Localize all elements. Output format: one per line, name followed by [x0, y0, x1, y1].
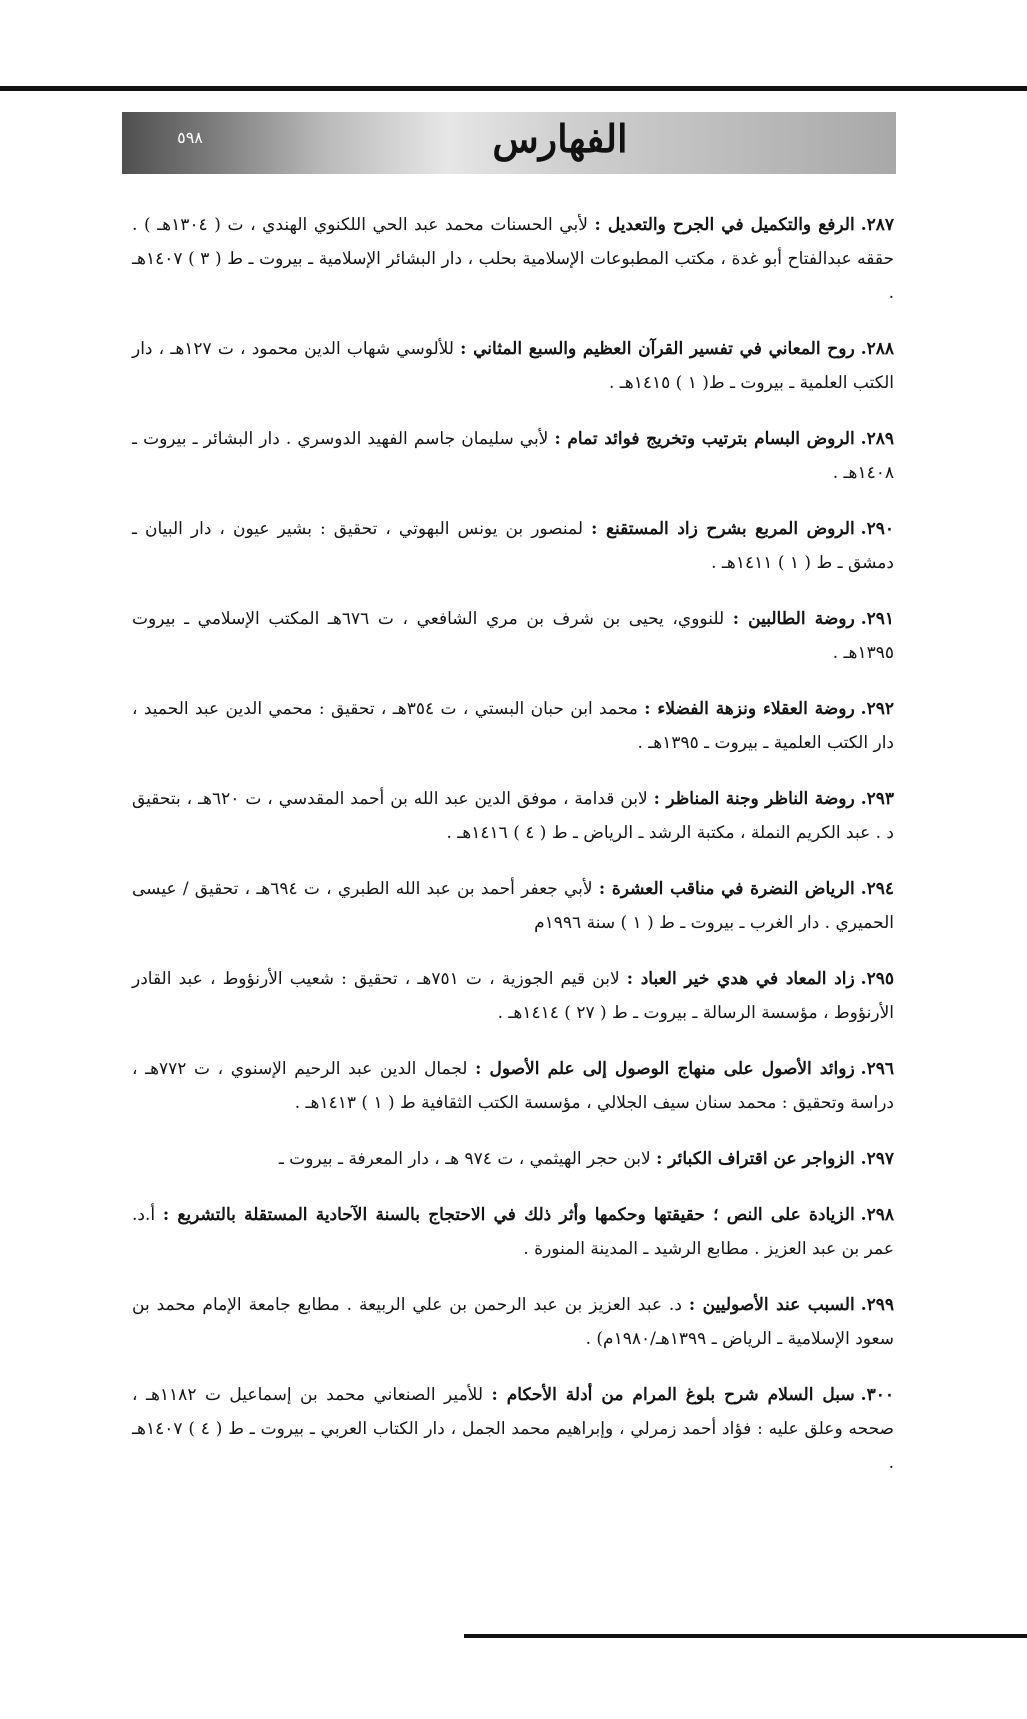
- entry-title: الروض البسام بترتيب وتخريج فوائد تمام :: [554, 429, 855, 449]
- entry-text: محمد ابن حبان البستي ، ت ٣٥٤هـ ، تحقيق : محمي الدين عبد الحميد ، دار الكتب العلمية ـ بيروت ـ ١٣٩٥هـ .: [132, 699, 894, 753]
- entry-title: الروض المربع بشرح زاد المستقنع :: [591, 519, 855, 539]
- entry-title: روح المعاني في تفسير القرآن العظيم والسبع المثاني :: [460, 339, 855, 359]
- entry-title: روضة العقلاء ونزهة الفضلاء :: [644, 699, 855, 719]
- entry-title: الرياض النضرة في مناقب العشرة :: [598, 879, 855, 899]
- entry-number: ٢٨٧.: [860, 215, 895, 235]
- bibliography-entry: [132, 872, 894, 940]
- entry-title: روضة الناظر وجنة المناظر :: [653, 789, 855, 809]
- entry-text: لابن حجر الهيثمي ، ت ٩٧٤ هـ ، دار المعرفة ـ بيروت ـ: [278, 1149, 651, 1169]
- entry-number: ٢٩٨.: [860, 1205, 894, 1225]
- entry-number: ٢٨٨.: [860, 339, 895, 359]
- entry-text: لأبي الحسنات محمد عبد الحي اللكنوي الهندي ، ت ( ١٣٠٤هـ ) . حققه عبدالفتاح أبو غدة ، مكتب المطبوعات الإسلامية بحلب ، دار البشائر الإسلامية ـ بيروت ـ ط ( ٣ ) ١٤٠٧هـ .: [132, 215, 894, 303]
- entry-number: ٢٩٣.: [860, 789, 895, 809]
- entry-number: ٢٨٩.: [860, 429, 894, 449]
- entry-number: ٢٩٩.: [860, 1295, 895, 1315]
- bibliography-entry: [132, 512, 894, 580]
- bibliography-entry: [132, 1052, 894, 1120]
- entry-title: الرفع والتكميل في الجرح والتعديل :: [594, 215, 855, 235]
- entry-title: زاد المعاد في هدي خير العباد :: [626, 969, 855, 989]
- bibliography-entry: [132, 332, 894, 400]
- entry-text: لابن قيم الجوزية ، ت ٧٥١هـ ، تحقيق : شعيب الأرنؤوط ، عبد القادر الأرنؤوط ، مؤسسة الرسالة ـ بيروت ـ ط ( ٢٧ ) ١٤١٤هـ .: [132, 969, 894, 1023]
- entry-text: لابن قدامة ، موفق الدين عبد الله بن أحمد المقدسي ، ت ٦٢٠هـ ، بتحقيق د . عبد الكريم النملة ، مكتبة الرشد ـ الرياض ـ ط ( ٤ ) ١٤١٦هـ .: [132, 789, 894, 843]
- bibliography-entry: [132, 208, 894, 310]
- bibliography-entry: [132, 692, 894, 760]
- bibliography-entry: [132, 1378, 894, 1480]
- entry-text: لمنصور بن يونس البهوتي ، تحقيق : بشير عيون ، دار البيان ـ دمشق ـ ط ( ١ ) ١٤١١هـ .: [132, 519, 894, 573]
- bibliography-entry: [132, 422, 894, 490]
- entry-title: زوائد الأصول على منهاج الوصول إلى علم الأصول :: [475, 1059, 855, 1079]
- bibliography-entry: [132, 782, 894, 850]
- entry-number: ٢٩٥.: [860, 969, 894, 989]
- entry-text: د. عبد العزيز بن عبد الرحمن بن علي الربيعة . مطابع جامعة الإمام محمد بن سعود الإسلامية ـ الرياض ـ ١٣٩٩هـ/١٩٨٠م) .: [132, 1295, 894, 1349]
- entry-text: للأمير الصنعاني محمد بن إسماعيل ت ١١٨٢هـ ، صححه وعلق عليه : فؤاد أحمد زمرلي ، وإبراهيم محمد الجمل ، دار الكتاب العربي ـ بيروت ـ ط ( ٤ ) ١٤٠٧هـ .: [132, 1385, 894, 1473]
- entry-number: ٢٩٦.: [860, 1059, 894, 1079]
- entry-number: ٣٠٠.: [860, 1385, 894, 1405]
- entry-number: ٢٩٤.: [860, 879, 895, 899]
- entry-text: لجمال الدين عبد الرحيم الإسنوي ، ت ٧٧٢هـ ، دراسة وتحقيق : محمد سنان سيف الجلالي ، مؤسسة الكتب الثقافية ط ( ١ ) ١٤١٣هـ .: [132, 1059, 894, 1113]
- bibliography-entry: [132, 962, 894, 1030]
- top-rule: [0, 86, 1027, 91]
- bibliography-entry: [132, 602, 894, 670]
- entry-number: ٢٩٠.: [860, 519, 894, 539]
- entry-number: ٢٩٢.: [860, 699, 894, 719]
- entry-title: سبل السلام شرح بلوغ المرام من أدلة الأحكام :: [491, 1385, 855, 1405]
- entry-title: السبب عند الأصوليين :: [688, 1295, 855, 1315]
- entry-text: لأبي جعفر أحمد بن عبد الله الطبري ، ت ٦٩٤هـ ، تحقيق / عيسى الحميري . دار الغرب ـ بيروت ـ ط ( ١ ) سنة ١٩٩٦م: [132, 879, 894, 933]
- bibliography-entry: [132, 1142, 894, 1176]
- entry-text: أ.د. عمر بن عبد العزيز . مطابع الرشيد ـ المدينة المنورة .: [132, 1205, 894, 1259]
- bottom-rule: [464, 1634, 1027, 1638]
- entry-number: ٢٩٧.: [860, 1149, 894, 1169]
- bibliography-list: [132, 208, 894, 1502]
- page-number: ٥٩٨: [177, 128, 203, 147]
- entry-number: ٢٩١.: [860, 609, 895, 629]
- bibliography-entry: [132, 1288, 894, 1356]
- entry-title: الزيادة على النص ؛ حقيقتها وحكمها وأثر ذلك في الاحتجاج بالسنة الآحادية المستقلة بالتشريع :: [162, 1205, 855, 1225]
- entry-text: لأبي سليمان جاسم الفهيد الدوسري . دار البشائر ـ بيروت ـ ١٤٠٨هـ .: [132, 429, 894, 483]
- entry-title: روضة الطالبين :: [732, 609, 855, 629]
- entry-text: للألوسي شهاب الدين محمود ، ت ١٢٧هـ ، دار الكتب العلمية ـ بيروت ـ ط( ١ ) ١٤١٥هـ .: [132, 339, 894, 393]
- entry-text: للنووي، يحيى بن شرف بن مري الشافعي ، ت ٦٧٦هـ المكتب الإسلامي ـ بيروت ١٣٩٥هـ .: [132, 609, 894, 663]
- page-title: الفهارس: [492, 116, 628, 161]
- entry-title: الزواجر عن اقتراف الكبائر :: [656, 1149, 855, 1169]
- bibliography-entry: [132, 1198, 894, 1266]
